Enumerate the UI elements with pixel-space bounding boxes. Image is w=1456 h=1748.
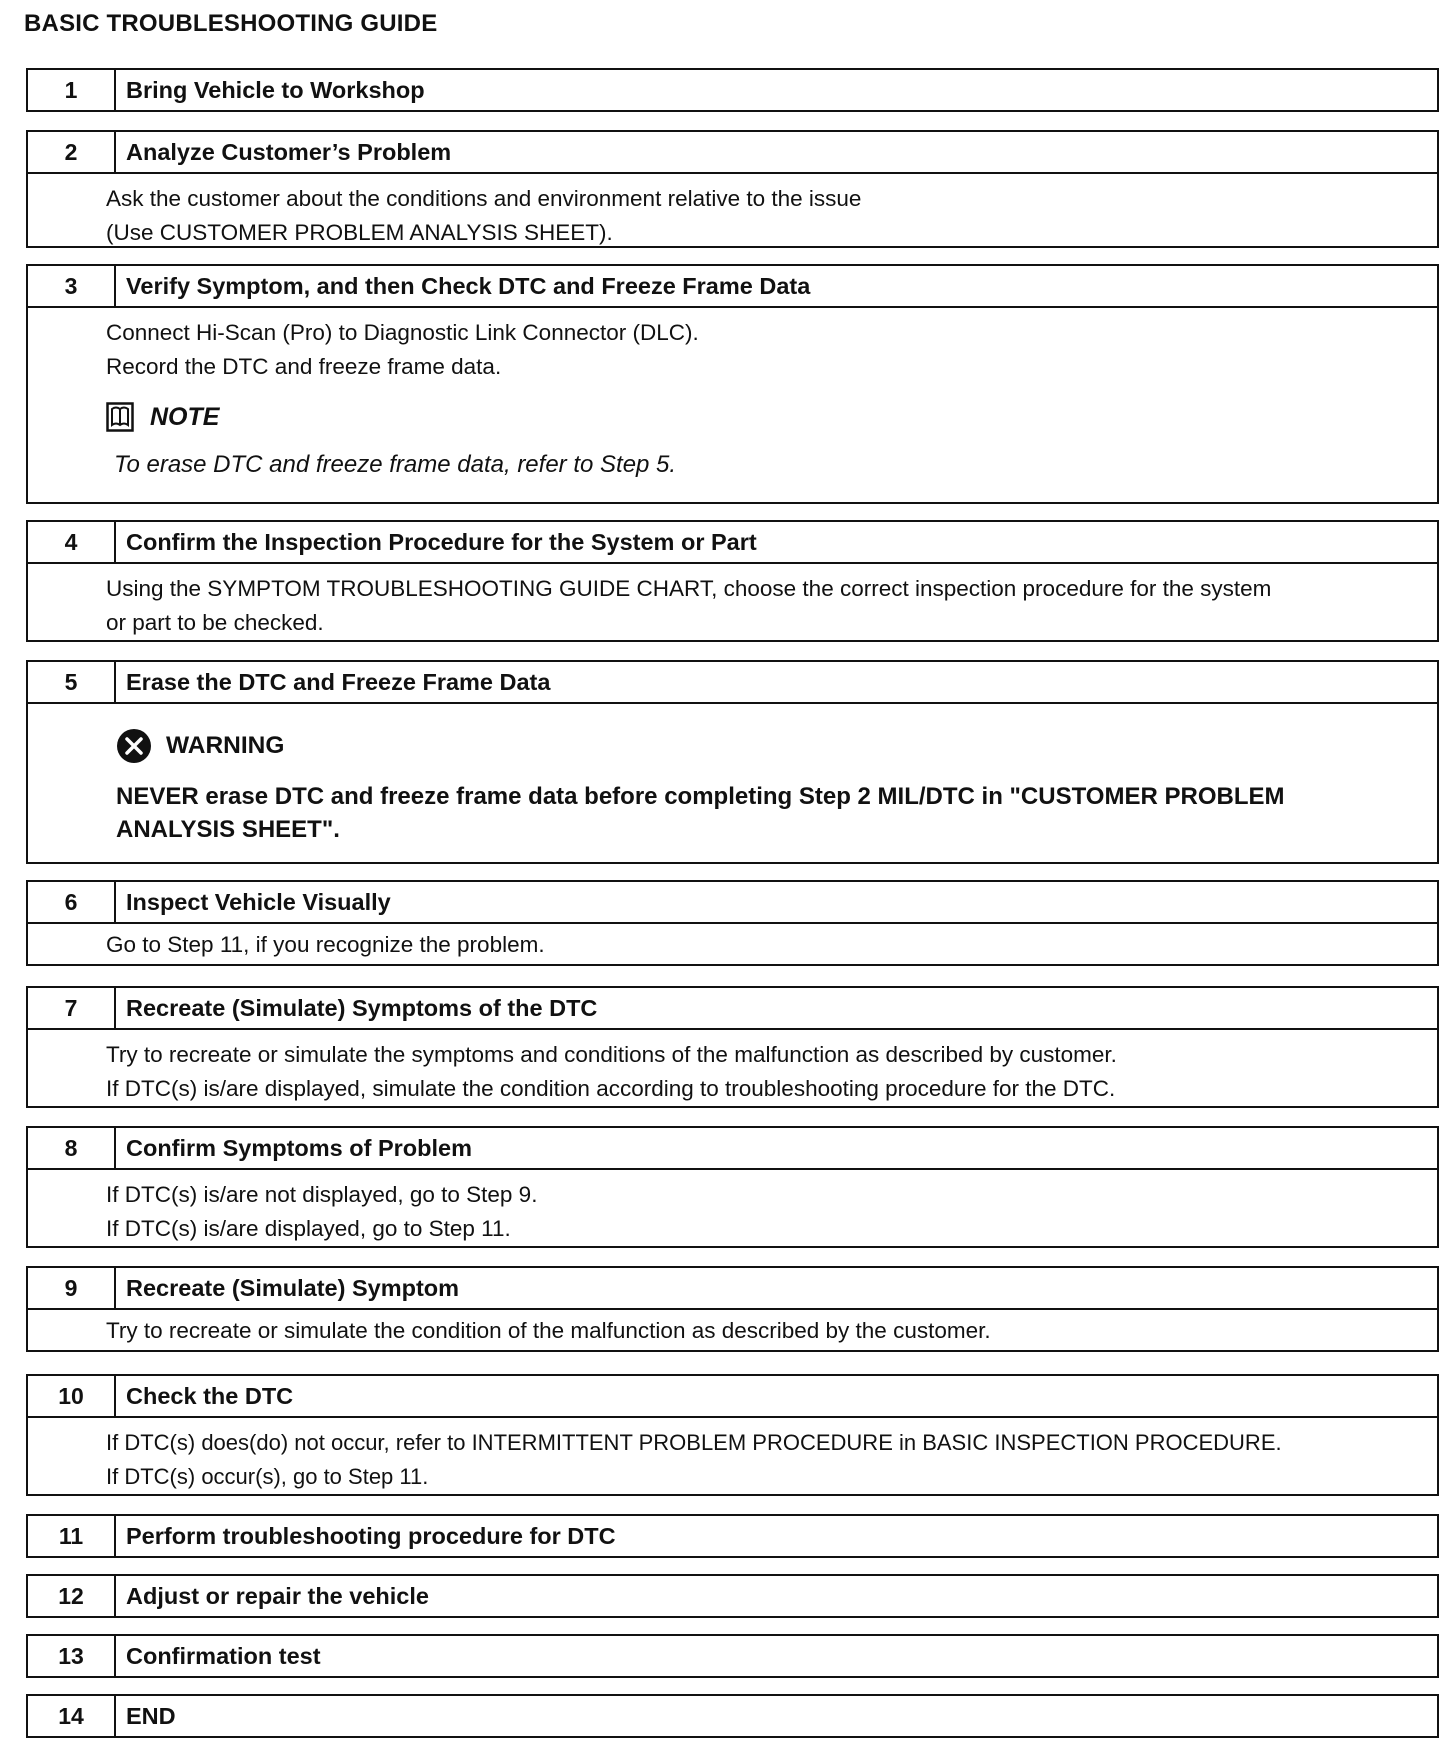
step-11 <box>26 1514 1439 1558</box>
step-header <box>28 1128 1437 1170</box>
warning-icon <box>116 728 152 764</box>
step-header <box>28 1576 1437 1616</box>
note-callout <box>106 398 1427 436</box>
step-title: Confirmation test <box>126 1642 321 1669</box>
step-7 <box>26 986 1439 1108</box>
step-text: (Use CUSTOMER PROBLEM ANALYSIS SHEET). <box>106 220 613 245</box>
step-text: If DTC(s) is/are displayed, simulate the condition according to troubleshooting procedure for the DTC. <box>106 1076 1116 1101</box>
step-text: Record the DTC and freeze frame data. <box>106 354 502 379</box>
step-text: If DTC(s) is/are not displayed, go to Step 9. <box>106 1182 538 1207</box>
step-header <box>28 1376 1437 1418</box>
step-9 <box>26 1266 1439 1352</box>
step-header <box>28 522 1437 564</box>
step-body <box>28 308 1437 490</box>
note-label: NOTE <box>150 403 220 431</box>
step-12 <box>26 1574 1439 1618</box>
step-text: Try to recreate or simulate the condition of the malfunction as described by the customer. <box>106 1318 991 1343</box>
step-header <box>28 1268 1437 1310</box>
step-3 <box>26 264 1439 504</box>
step-text: If DTC(s) occur(s), go to Step 11. <box>106 1464 429 1489</box>
step-1 <box>26 68 1439 112</box>
note-text: To erase DTC and freeze frame data, refer to Step 5. <box>114 451 677 478</box>
step-header <box>28 988 1437 1030</box>
step-header <box>28 882 1437 924</box>
page-title: BASIC TROUBLESHOOTING GUIDE <box>24 10 438 37</box>
warning-line: NEVER erase DTC and freeze frame data before completing Step 2 MIL/DTC in "CUSTOMER PROBLEM <box>116 783 1285 810</box>
step-number: 2 <box>28 132 116 172</box>
step-number: 4 <box>28 522 116 562</box>
step-text: Using the SYMPTOM TROUBLESHOOTING GUIDE CHART, choose the correct inspection procedure for the system <box>106 576 1272 601</box>
warning-label: WARNING <box>166 732 285 759</box>
step-title: Recreate (Simulate) Symptom <box>126 1274 460 1301</box>
step-5 <box>26 660 1439 864</box>
warning-line: ANALYSIS SHEET". <box>116 816 340 843</box>
step-title: Confirm the Inspection Procedure for the System or Part <box>126 528 757 555</box>
step-header <box>28 1516 1437 1556</box>
step-text: Go to Step 11, if you recognize the problem. <box>106 932 545 957</box>
step-number: 13 <box>28 1636 116 1676</box>
step-body <box>28 1030 1437 1114</box>
step-body <box>28 1418 1437 1502</box>
step-body <box>28 1170 1437 1254</box>
step-4 <box>26 520 1439 642</box>
step-title: Verify Symptom, and then Check DTC and Freeze Frame Data <box>126 272 811 299</box>
step-body <box>28 704 1437 854</box>
step-body <box>28 924 1437 970</box>
step-6 <box>26 880 1439 966</box>
step-number: 14 <box>28 1696 116 1736</box>
step-number: 11 <box>28 1516 116 1556</box>
step-header <box>28 132 1437 174</box>
step-header <box>28 662 1437 704</box>
step-text: Connect Hi-Scan (Pro) to Diagnostic Link Connector (DLC). <box>106 320 699 345</box>
step-number: 12 <box>28 1576 116 1616</box>
step-body <box>28 1310 1437 1356</box>
step-title: Check the DTC <box>126 1382 294 1409</box>
step-number: 3 <box>28 266 116 306</box>
step-2 <box>26 130 1439 248</box>
step-text: Try to recreate or simulate the symptoms and conditions of the malfunction as described by customer. <box>106 1042 1117 1067</box>
step-title: Erase the DTC and Freeze Frame Data <box>126 668 551 695</box>
step-title: Inspect Vehicle Visually <box>126 888 391 915</box>
step-8 <box>26 1126 1439 1248</box>
step-text: Ask the customer about the conditions and environment relative to the issue <box>106 186 862 211</box>
step-10 <box>26 1374 1439 1496</box>
step-title: Bring Vehicle to Workshop <box>126 76 425 103</box>
step-title: Confirm Symptoms of Problem <box>126 1134 473 1161</box>
step-number: 5 <box>28 662 116 702</box>
step-number: 10 <box>28 1376 116 1416</box>
step-text: If DTC(s) is/are displayed, go to Step 11. <box>106 1216 511 1241</box>
warning-text <box>116 780 1427 846</box>
step-header <box>28 1636 1437 1676</box>
step-title: Analyze Customer’s Problem <box>126 138 452 165</box>
book-icon <box>106 402 134 432</box>
step-header <box>28 70 1437 110</box>
step-number: 6 <box>28 882 116 922</box>
step-number: 7 <box>28 988 116 1028</box>
step-title: Perform troubleshooting procedure for DTC <box>126 1522 616 1549</box>
step-number: 9 <box>28 1268 116 1308</box>
step-title: END <box>126 1702 176 1729</box>
step-header <box>28 266 1437 308</box>
step-14 <box>26 1694 1439 1738</box>
step-text: or part to be checked. <box>106 610 324 635</box>
step-number: 8 <box>28 1128 116 1168</box>
step-header <box>28 1696 1437 1736</box>
step-body <box>28 564 1437 648</box>
step-text: If DTC(s) does(do) not occur, refer to INTERMITTENT PROBLEM PROCEDURE in BASIC INSPECTION PROCEDURE. <box>106 1430 1282 1455</box>
step-body <box>28 174 1437 258</box>
step-number: 1 <box>28 70 116 110</box>
step-13 <box>26 1634 1439 1678</box>
step-title: Recreate (Simulate) Symptoms of the DTC <box>126 994 598 1021</box>
warning-callout <box>116 726 1427 766</box>
step-title: Adjust or repair the vehicle <box>126 1582 429 1609</box>
